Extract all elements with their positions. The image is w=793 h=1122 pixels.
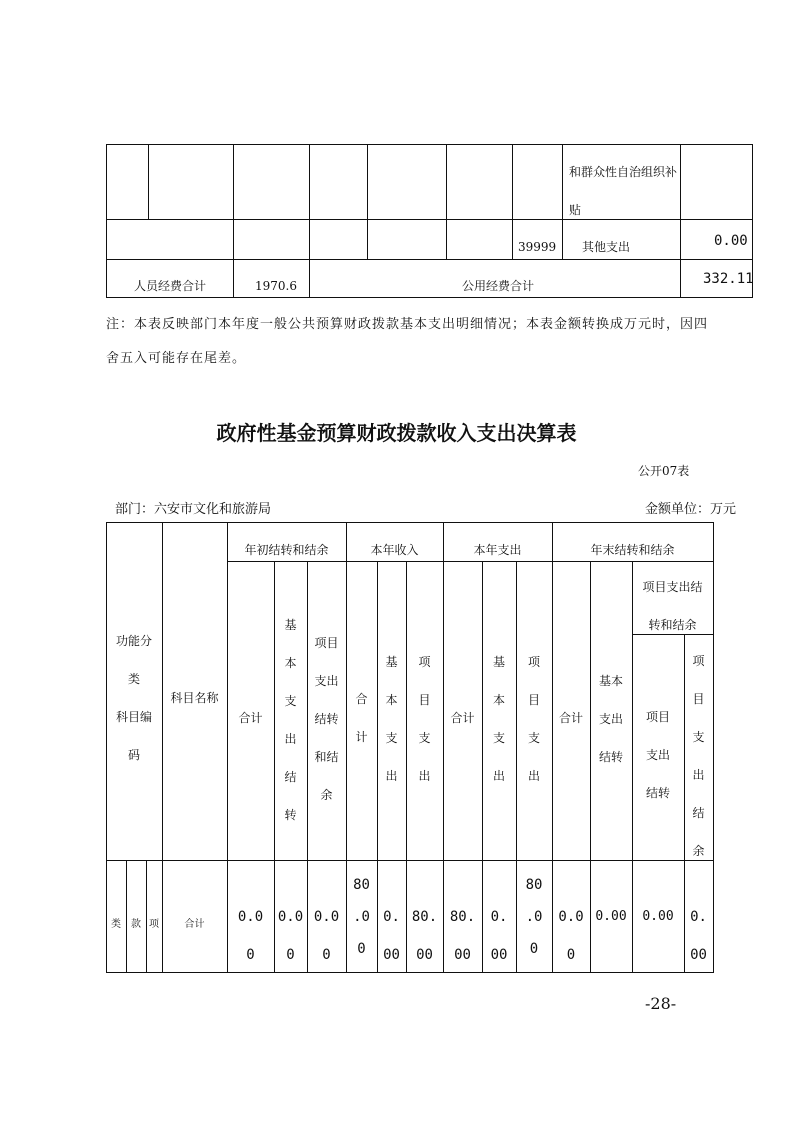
department: 部门：六安市文化和旅游局 — [115, 502, 272, 517]
personnel-total-value: 1970.6 — [255, 279, 297, 293]
header-end-project-carryover: 项目 支出 结转 — [645, 710, 670, 800]
code-39999: 39999 — [518, 240, 557, 254]
other-expense-label: 其他支出 — [582, 240, 631, 254]
header-expense-total: 合计 — [450, 711, 475, 725]
cell-income-project: 80. 00 — [411, 909, 438, 963]
header-function-code: 功能分 类 科目编 码 — [115, 634, 152, 762]
header-end-total: 合计 — [558, 711, 583, 725]
cell-income-total: 80 .0 0 — [353, 877, 370, 957]
subsidy-desc-line2: 贴 — [569, 203, 582, 217]
cell-subject-total: 合计 — [184, 919, 205, 930]
cell-end-project-carryover: 0.00 — [642, 909, 674, 924]
header-end-basic: 基本 支出 结转 — [598, 674, 623, 764]
cell-income-basic: 0. 00 — [383, 909, 400, 963]
public-total-label: 公用经费合计 — [462, 279, 535, 293]
personnel-total-label: 人员经费合计 — [134, 279, 207, 293]
header-expense-project: 项 目 支 出 — [527, 655, 540, 783]
header-end-project-group: 项目支出结 转和结余 — [642, 580, 703, 632]
other-expense-amount: 0.00 — [714, 233, 748, 249]
header-end-project-balance: 项 目 支 出 结 余 — [692, 654, 705, 858]
public-total-value: 332.11 — [703, 271, 754, 287]
cell-kuan: 款 — [131, 919, 141, 930]
cell-end-basic: 0.00 — [595, 909, 627, 924]
page-number: -28- — [645, 994, 677, 1013]
cell-lei: 类 — [111, 919, 121, 930]
cell-xiang: 项 — [149, 919, 159, 930]
header-subject-name: 科目名称 — [170, 691, 219, 705]
cell-begin-basic: 0.0 0 — [277, 909, 304, 963]
form-number: 公开07表 — [638, 464, 690, 478]
header-expense-basic: 基 本 支 出 — [492, 655, 505, 783]
header-begin-project: 项目 支出 结转 和结 余 — [314, 636, 339, 802]
header-income-total: 合 计 — [355, 692, 368, 744]
page-title: 政府性基金预算财政拨款收入支出决算表 — [216, 421, 577, 445]
header-income-basic: 基 本 支 出 — [385, 655, 398, 783]
cell-end-total: 0.0 0 — [558, 909, 584, 963]
cell-begin-project: 0.0 0 — [313, 909, 340, 963]
note-line2: 舍五入可能存在尾差。 — [106, 351, 247, 366]
note-line1: 注：本表反映部门本年度一般公共预算财政拨款基本支出明细情况；本表金额转换成万元时，因四 — [106, 317, 709, 332]
header-begin-basic: 基 本 支 出 结 转 — [284, 618, 297, 822]
amount-unit: 金额单位：万元 — [645, 502, 737, 517]
header-begin-total: 合计 — [238, 711, 263, 725]
header-year-income: 本年收入 — [370, 543, 419, 557]
cell-end-project-balance: 0. 00 — [690, 909, 707, 963]
cell-expense-basic: 0. 00 — [490, 909, 508, 963]
cell-expense-project: 80 .0 0 — [525, 877, 543, 957]
header-income-project: 项 目 支 出 — [418, 655, 431, 783]
header-year-expense: 本年支出 — [473, 543, 522, 557]
cell-expense-total: 80. 00 — [449, 909, 476, 963]
cell-begin-total: 0.0 0 — [237, 909, 264, 963]
header-begin-balance: 年初结转和结余 — [244, 543, 329, 557]
subsidy-desc-line1: 和群众性自治组织补 — [569, 165, 678, 179]
header-end-balance: 年末结转和结余 — [590, 543, 675, 557]
